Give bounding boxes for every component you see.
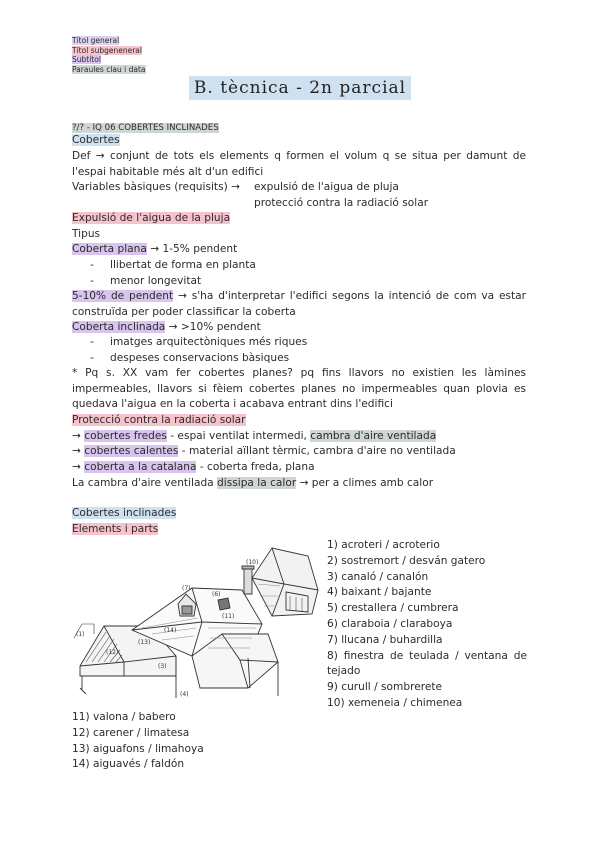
label-13: (13) bbox=[138, 639, 151, 646]
elements-list-right bbox=[327, 538, 527, 712]
elements-list-bottom bbox=[72, 710, 204, 773]
coberta-plana-label: Coberta plana bbox=[72, 243, 147, 255]
list-item: 5) crestallera / cumbrera bbox=[327, 602, 459, 615]
coberta-inclinada-rest: → >10% pendent bbox=[168, 321, 261, 333]
coberta-plana-line bbox=[72, 242, 237, 258]
expulsio-heading-text: Expulsió de l'aigua de la pluja bbox=[72, 212, 231, 224]
fredes-line bbox=[72, 429, 436, 445]
plana-item-1-text: llibertat de forma en planta bbox=[110, 259, 256, 271]
fredes-label: cobertes fredes bbox=[84, 430, 167, 442]
proteccio-heading bbox=[72, 413, 246, 429]
label-11: (11) bbox=[222, 613, 235, 620]
cambra-post: → per a climes amb calor bbox=[299, 477, 434, 489]
legend-general: Títol general bbox=[72, 36, 120, 45]
list-item: 13) aiguafons / limahoya bbox=[72, 742, 204, 755]
cobertes-def: Def → conjunt de tots els elements q formen el volum q se situa per damunt de l'espai habitable més alt d'un edifici bbox=[72, 150, 526, 178]
fredes-rest: - espai ventilat intermedi, bbox=[170, 430, 307, 442]
variables-2: protecció contra la radiació solar bbox=[254, 197, 429, 209]
catalana-rest: - coberta freda, plana bbox=[199, 461, 315, 473]
pendent-rest: → s'ha d'interpretar l'edifici segons la intenció de com va estar construïda per poder classificar la coberta bbox=[72, 290, 527, 318]
date-line-text: ?/? - IQ 06 COBERTES INCLINADES bbox=[72, 123, 219, 133]
arrow: → bbox=[72, 461, 81, 473]
label-4: (4) bbox=[180, 691, 189, 698]
variables-1: expulsió de l'aigua de pluja bbox=[254, 181, 399, 193]
inclinada-item-1-text: imatges arquitectòniques més riques bbox=[110, 336, 308, 348]
expulsio-heading bbox=[72, 211, 230, 227]
arrow: → bbox=[72, 445, 81, 457]
label-10: (10) bbox=[246, 559, 259, 566]
list-item: 9) curull / sombrerete bbox=[327, 681, 443, 694]
label-1: (1) bbox=[76, 631, 85, 638]
list-item: 14) aiguavés / faldón bbox=[72, 758, 185, 771]
cambra-line bbox=[72, 476, 433, 492]
pendent-paragraph bbox=[72, 289, 526, 320]
list-item: 3) canaló / canalón bbox=[327, 570, 429, 583]
roof-diagram-svg bbox=[72, 538, 322, 708]
cobertes-heading-text: Cobertes bbox=[72, 134, 120, 146]
proteccio-heading-text: Protecció contra la radiació solar bbox=[72, 414, 246, 426]
pendent-label: 5-10% de pendent bbox=[72, 290, 174, 302]
label-7: (7) bbox=[182, 585, 191, 592]
page-title bbox=[0, 78, 600, 98]
calentes-line bbox=[72, 444, 456, 460]
list-item: 6) claraboia / claraboya bbox=[327, 617, 453, 630]
coberta-inclinada-line bbox=[72, 320, 261, 336]
list-item: 8) finestra de teulada / ventana de tejado bbox=[327, 649, 527, 678]
list-item: 7) llucana / buhardilla bbox=[327, 633, 443, 646]
calentes-rest: - material aïllant tèrmic, cambra d'aire no ventilada bbox=[181, 445, 456, 457]
list-item: 2) sostremort / desván gatero bbox=[327, 554, 486, 567]
plana-item-2: - menor longevitat bbox=[90, 275, 202, 287]
variables-label: Variables bàsiques (requisits) → bbox=[72, 181, 240, 193]
inclinada-item-2-text: despeses conservacions bàsiques bbox=[110, 352, 290, 364]
plana-item-2-text: menor longevitat bbox=[110, 275, 202, 287]
coberta-plana-rest: → 1-5% pendent bbox=[150, 243, 238, 255]
plana-item-1: - llibertat de forma en planta bbox=[90, 259, 256, 271]
coberta-inclinada-label: Coberta inclinada bbox=[72, 321, 166, 333]
inclinada-item-1: - imatges arquitectòniques més riques bbox=[90, 336, 308, 348]
catalana-line bbox=[72, 460, 315, 476]
legend-subtitol: Subtítol bbox=[72, 55, 101, 64]
cambra-highlight: dissipa la calor bbox=[217, 477, 297, 489]
legend bbox=[72, 36, 146, 74]
label-12: (12) bbox=[106, 649, 119, 656]
note-paragraph: * Pq s. XX vam fer cobertes planes? pq fins llavors no existien les làmines impermeables, llavors si fèiem cobertes planes no impermeables quan plovia es quedava l'aigua en la coberta i acabava entrant dins l'edifici bbox=[72, 367, 526, 411]
legend-subgeneral: Títol subgeneneral bbox=[72, 45, 142, 55]
page-title-text: B. tècnica - 2n parcial bbox=[189, 76, 411, 100]
tipus-label: Tipus bbox=[72, 228, 101, 240]
cobertes-heading bbox=[72, 133, 120, 149]
cambra-pre: La cambra d'aire ventilada bbox=[72, 477, 214, 489]
list-item: 12) carener / limatesa bbox=[72, 726, 190, 739]
inclinades-heading-text: Cobertes inclinades bbox=[72, 507, 177, 519]
label-6: (6) bbox=[212, 591, 221, 598]
inclinada-item-2: - despeses conservacions bàsiques bbox=[90, 352, 290, 364]
list-item: 4) baixant / bajante bbox=[327, 586, 432, 599]
inclinades-heading bbox=[72, 506, 176, 522]
list-item: 11) valona / babero bbox=[72, 711, 176, 723]
label-3: (3) bbox=[158, 663, 167, 670]
label-14: (14) bbox=[164, 627, 177, 634]
legend-paraules: Paraules clau i data bbox=[72, 64, 146, 74]
elements-heading bbox=[72, 522, 158, 538]
catalana-label: coberta a la catalana bbox=[84, 461, 197, 473]
calentes-label: cobertes calentes bbox=[84, 445, 179, 457]
list-item: 10) xemeneia / chimenea bbox=[327, 696, 463, 709]
elements-heading-text: Elements i parts bbox=[72, 523, 159, 535]
arrow: → bbox=[72, 430, 81, 442]
list-item: 1) acroteri / acroterio bbox=[327, 539, 440, 551]
roof-diagram bbox=[72, 538, 322, 708]
fredes-highlight: cambra d'aire ventilada bbox=[310, 430, 437, 442]
